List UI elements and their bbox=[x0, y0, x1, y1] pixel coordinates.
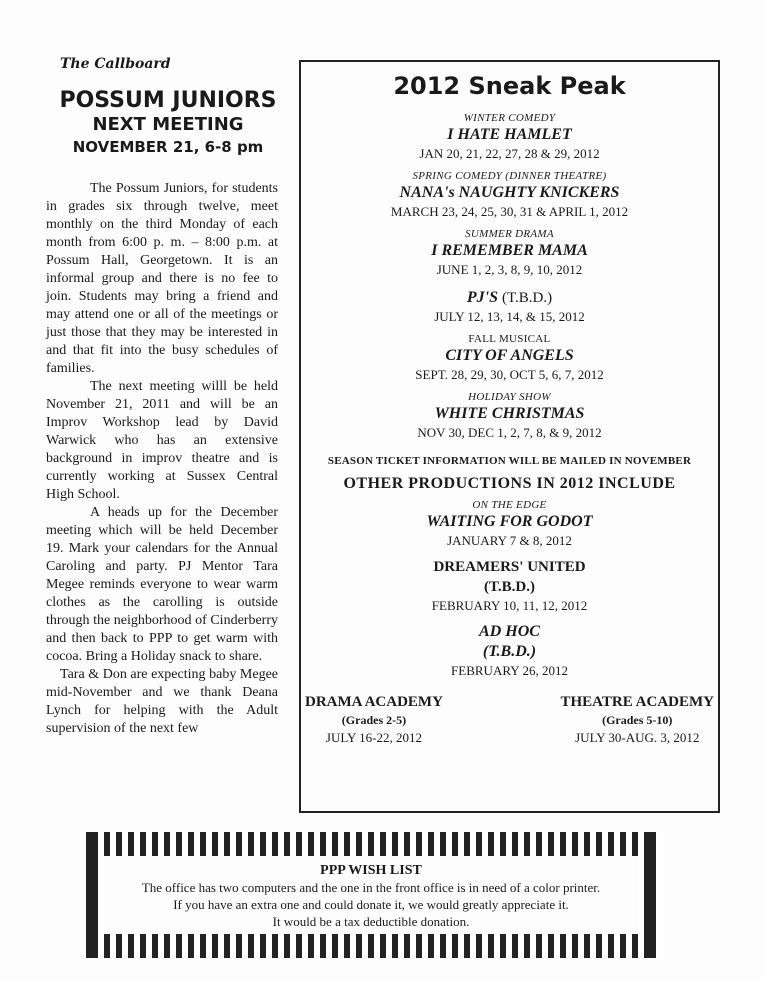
show-genre: FALL MUSICAL bbox=[468, 333, 551, 345]
possum-juniors-heading bbox=[44, 88, 292, 158]
wish-list-box bbox=[80, 832, 662, 958]
drama-academy bbox=[305, 693, 443, 746]
show-name: I HATE HAMLET bbox=[447, 126, 572, 143]
article-body bbox=[46, 180, 278, 738]
box-title: 2012 Sneak Peak bbox=[393, 72, 626, 100]
heading-subtitle: NEXT MEETING bbox=[92, 114, 244, 135]
show-name: NANA's NAUGHTY KNICKERS bbox=[399, 184, 620, 201]
show-dates: JANUARY 7 & 8, 2012 bbox=[447, 533, 572, 548]
paragraph: The next meeting willl be held November 21, 2011 and will be an Improv Workshop lead by David Warwick who has an extensive background in improv theatre and is currently working at Sussex Central High School. bbox=[46, 379, 278, 502]
theatre-academy bbox=[561, 693, 715, 746]
show-name: DREAMERS' UNITED bbox=[433, 559, 586, 575]
show-tbd: (T.B.D.) bbox=[501, 290, 553, 306]
academy-name: THEATRE ACADEMY bbox=[560, 694, 714, 710]
show-genre: HOLIDAY SHOW bbox=[468, 391, 551, 403]
show-dates: FEBRUARY 26, 2012 bbox=[451, 663, 568, 678]
show-name: AD HOC bbox=[479, 623, 540, 640]
show-tbd: (T.B.D.) bbox=[482, 643, 537, 660]
paragraph: The Possum Juniors, for students in grades six through twelve, meet monthly on the third Monday of each month from 6:00 p. m. – 8:00 p.m. at Possum Hall, Georgetown. It is an informal group and there is no fee to join. Students may bring a friend and may attend one or all of the meetings or just those that they may be interested in and that fit into the busy schedules of families. bbox=[46, 181, 278, 376]
show-dates: JULY 12, 13, 14, & 15, 2012 bbox=[434, 309, 585, 324]
academy-name: DRAMA ACADEMY bbox=[305, 694, 443, 710]
show-name: WHITE CHRISTMAS bbox=[434, 405, 585, 422]
wish-list-title: PPP WISH LIST bbox=[320, 863, 422, 878]
season-ticket-note: SEASON TICKET INFORMATION WILL BE MAILED IN NOVEMBER bbox=[327, 455, 692, 467]
show-genre: SPRING COMEDY (DINNER THEATRE) bbox=[412, 170, 607, 182]
other-productions-heading: OTHER PRODUCTIONS IN 2012 INCLUDE bbox=[343, 475, 676, 492]
show-dates: FEBRUARY 10, 11, 12, 2012 bbox=[431, 598, 588, 613]
show-genre: SUMMER DRAMA bbox=[465, 228, 554, 240]
show-dates: SEPT. 28, 29, 30, OCT 5, 6, 7, 2012 bbox=[415, 367, 604, 382]
academy-grades: (Grades 2-5) bbox=[341, 713, 407, 727]
show-dates: NOV 30, DEC 1, 2, 7, 8, & 9, 2012 bbox=[417, 425, 602, 440]
show-title-line bbox=[301, 288, 718, 308]
show-dates: JAN 20, 21, 22, 27, 28 & 29, 2012 bbox=[419, 146, 600, 161]
show-genre: ON THE EDGE bbox=[472, 499, 547, 511]
heading-title: POSSUM JUNIORS bbox=[59, 88, 277, 113]
show-name: CITY OF ANGELS bbox=[445, 347, 574, 364]
show-name: WAITING FOR GODOT bbox=[426, 513, 593, 530]
heading-date: NOVEMBER 21, 6-8 pm bbox=[72, 138, 264, 156]
wish-list-line: It would be a tax deductible donation. bbox=[272, 914, 470, 929]
academy-grades: (Grades 5-10) bbox=[602, 713, 673, 727]
callboard-logo: The Callboard bbox=[60, 56, 171, 72]
show-genre: WINTER COMEDY bbox=[463, 112, 556, 124]
wish-list-line: The office has two computers and the one in the front office is in need of a color printer. bbox=[141, 880, 601, 895]
show-dates: JUNE 1, 2, 3, 8, 9, 10, 2012 bbox=[436, 262, 583, 277]
paragraph: A heads up for the December meeting which will be held December 19. Mark your calendars for the Annual Caroling and party. PJ Mentor Tara Megee reminds everyone to wear warm clothes as the carolling is outside through the neighborhood of Cinderberry and then back to PPP to get warm with cocoa. Bring a Holiday snack to share. bbox=[46, 505, 278, 664]
show-dates: MARCH 23, 24, 25, 30, 31 & APRIL 1, 2012 bbox=[390, 204, 629, 219]
show-tbd: (T.B.D.) bbox=[484, 579, 535, 595]
show-name: I REMEMBER MAMA bbox=[431, 242, 588, 259]
academy-dates: JULY 16-22, 2012 bbox=[325, 730, 422, 745]
academy-dates: JULY 30-AUG. 3, 2012 bbox=[575, 730, 700, 745]
paragraph: Tara & Don are expecting baby Megee mid-November and we thank Deana Lynch for helping with the Adult supervision of the next few bbox=[46, 667, 278, 736]
sneak-peak-box bbox=[299, 60, 720, 813]
academies-row bbox=[301, 693, 718, 746]
wish-list-line: If you have an extra one and could donate it, we would greatly appreciate it. bbox=[173, 897, 569, 912]
wish-list-content bbox=[104, 856, 638, 934]
show-name: PJ'S bbox=[466, 289, 498, 306]
